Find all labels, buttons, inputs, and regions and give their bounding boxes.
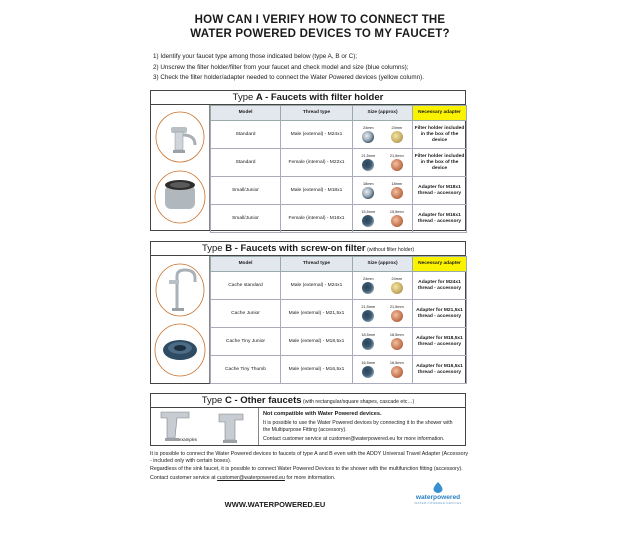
aerator-thumbnail <box>362 366 374 378</box>
thread-cell: Male (external) - M21,5x1 <box>281 300 353 328</box>
size-label: 16,5mm <box>361 361 376 365</box>
contact-text: Contact customer service at customer@waterpowered.eu for more information. <box>263 436 445 443</box>
column-adapter: Necessary adapter <box>413 106 467 121</box>
adapter-cell: Adapter for M18x1 thread - accessory <box>413 177 467 205</box>
intro-step-3: 3) Check the filter holder/adapter needed to connect the Water Powered devices (yellow column). <box>153 74 425 81</box>
type-b-pictures <box>151 256 210 383</box>
table-row <box>211 177 467 205</box>
title-line-1: HOW CAN I VERIFY HOW TO CONNECT THE <box>194 14 446 26</box>
adapter-cell: Adapter for M18,5x1 thread - accessory <box>413 328 467 356</box>
table-row <box>211 272 467 300</box>
intro-step-2: 2) Unscrew the filter holder/filter from your faucet and check model and size (blue columns); <box>153 63 409 71</box>
size-label: 18mm <box>362 182 374 186</box>
intro-step-1: 1) Identify your faucet type among those indicated below (type A, B or C); <box>153 53 358 60</box>
type-b-table <box>210 256 465 384</box>
thread-cell: Female (internal) - M22x1 <box>281 149 353 177</box>
type-c-body <box>151 408 465 445</box>
table-row <box>211 328 467 356</box>
model-cell: Small/Junior <box>211 205 281 233</box>
model-cell: Cache Tiny Thumb <box>211 356 281 384</box>
adapter-cell: Adapter for M21,5x1 thread - accessory <box>413 300 467 328</box>
coin-thumbnail <box>391 282 403 294</box>
size-label: 16,5mm <box>389 361 404 365</box>
table-row <box>211 121 467 149</box>
size-label: 24mm <box>362 277 374 281</box>
size-label: 18,5mm <box>389 333 404 337</box>
size-label: 21,5mm <box>389 154 404 158</box>
size-label: 24mm <box>391 277 403 281</box>
type-a-table <box>210 105 465 233</box>
size-cell <box>353 272 413 300</box>
type-b-header: Type B - Faucets with screw-on filter (without filter holder) <box>151 242 465 256</box>
type-b-section <box>150 241 466 384</box>
size-cell <box>353 149 413 177</box>
column-size: Size (approx) <box>353 106 413 121</box>
coin-thumbnail <box>391 215 403 227</box>
size-cell <box>353 205 413 233</box>
footer-note-1: It is possible to connect the Water Powered devices to faucets of type A and B even with the ADDY Universal Travel Adapter (Accessory - included only with certain boxes). <box>150 451 468 464</box>
table-row <box>211 356 467 384</box>
aerator-thumbnail <box>362 187 374 199</box>
type-c-pictures <box>151 408 259 445</box>
adapter-cell: Filter holder included in the box of the device <box>413 121 467 149</box>
aerator-thumbnail <box>362 338 374 350</box>
logo-tagline: WATER POWERED DEVICES <box>414 501 462 505</box>
type-c-section <box>150 393 466 446</box>
type-a-pictures <box>151 105 210 230</box>
faucet-with-filter-holder-icon <box>151 105 209 231</box>
size-label: 15,5mm <box>361 210 376 214</box>
model-cell: Standard <box>211 149 281 177</box>
table-row <box>211 149 467 177</box>
table-row <box>211 205 467 233</box>
thread-cell: Male (external) - M18,5x1 <box>281 328 353 356</box>
examples-label: examples <box>179 437 197 442</box>
model-cell: Cache standard <box>211 272 281 300</box>
email-link[interactable]: customer@waterpowered.eu <box>217 474 285 481</box>
footer-notes <box>150 451 468 483</box>
water-drop-icon <box>430 482 446 494</box>
column-size: Size (approx) <box>353 257 413 272</box>
size-label: 24mm <box>391 126 403 130</box>
logo-wordmark: waterpowered <box>415 494 461 501</box>
intro-steps <box>153 52 483 84</box>
size-cell <box>353 121 413 149</box>
coin-thumbnail <box>391 366 403 378</box>
type-b-header-row <box>211 257 467 272</box>
multipurpose-fitting-text: It is possible to use the Water Powered devices by connecting it to the shower with the Multipurpose Fitting (accessory). <box>263 420 453 433</box>
coin-thumbnail <box>391 131 403 143</box>
table-row <box>211 300 467 328</box>
coin-thumbnail <box>391 187 403 199</box>
model-cell: Small/Junior <box>211 177 281 205</box>
column-model: Model <box>211 257 281 272</box>
size-label: 15,5mm <box>389 210 404 214</box>
type-c-text <box>263 411 461 446</box>
size-label: 18,5mm <box>361 333 376 337</box>
adapter-cell: Adapter for M24x1 thread - accessory <box>413 272 467 300</box>
model-cell: Standard <box>211 121 281 149</box>
type-a-section <box>150 90 466 231</box>
column-thread: Thread type <box>281 106 353 121</box>
footer-note-3: Contact customer service at customer@waterpowered.eu for more information. <box>150 474 336 481</box>
aerator-thumbnail <box>362 131 374 143</box>
aerator-thumbnail <box>362 215 374 227</box>
aerator-thumbnail <box>362 282 374 294</box>
cascade-faucet-icon <box>151 408 257 446</box>
column-thread: Thread type <box>281 257 353 272</box>
type-c-header: Type C - Other faucets (with rectangular/square shapes, cascade etc…) <box>151 394 465 408</box>
size-cell <box>353 356 413 384</box>
size-label: 21,5mm <box>361 305 376 309</box>
column-model: Model <box>211 106 281 121</box>
size-cell <box>353 177 413 205</box>
thread-cell: Male (external) - M24x1 <box>281 272 353 300</box>
coin-thumbnail <box>391 338 403 350</box>
size-cell <box>353 300 413 328</box>
model-cell: Cache Junior <box>211 300 281 328</box>
aerator-thumbnail <box>362 159 374 171</box>
type-a-header-row <box>211 106 467 121</box>
faucet-with-screw-on-filter-icon <box>151 256 209 384</box>
size-label: 21,5mm <box>389 305 404 309</box>
adapter-cell: Adapter for M16x1 thread - accessory <box>413 205 467 233</box>
size-cell <box>353 328 413 356</box>
footer-note-2: Regardless of the sink faucet, it is possible to connect Water Powered Devices to the shower with the multifunction fitting (accessory). <box>150 466 463 473</box>
size-label: 24mm <box>362 126 374 130</box>
thread-cell: Male (external) - M16,5x1 <box>281 356 353 384</box>
column-adapter: Necessary adapter <box>413 257 467 272</box>
type-a-header: Type A - Faucets with filter holder <box>151 91 465 105</box>
coin-thumbnail <box>391 310 403 322</box>
page-title <box>0 13 640 41</box>
model-cell: Cache Tiny Junior <box>211 328 281 356</box>
title-line-2: WATER POWERED DEVICES TO MY FAUCET? <box>190 28 450 40</box>
adapter-cell: Adapter for M16,5x1 thread - accessory <box>413 356 467 384</box>
waterpowered-logo <box>412 482 464 512</box>
adapter-cell: Filter holder included in the box of the device <box>413 149 467 177</box>
thread-cell: Male (external) - M24x1 <box>281 121 353 149</box>
thread-cell: Female (internal) - M16x1 <box>281 205 353 233</box>
size-label: 18mm <box>391 182 403 186</box>
size-label: 21,5mm <box>361 154 376 158</box>
coin-thumbnail <box>391 159 403 171</box>
website-link[interactable]: WWW.WATERPOWERED.EU <box>224 500 326 509</box>
aerator-thumbnail <box>362 310 374 322</box>
not-compatible-text: Not compatible with Water Powered devices. <box>263 411 382 417</box>
thread-cell: Male (external) - M18x1 <box>281 177 353 205</box>
